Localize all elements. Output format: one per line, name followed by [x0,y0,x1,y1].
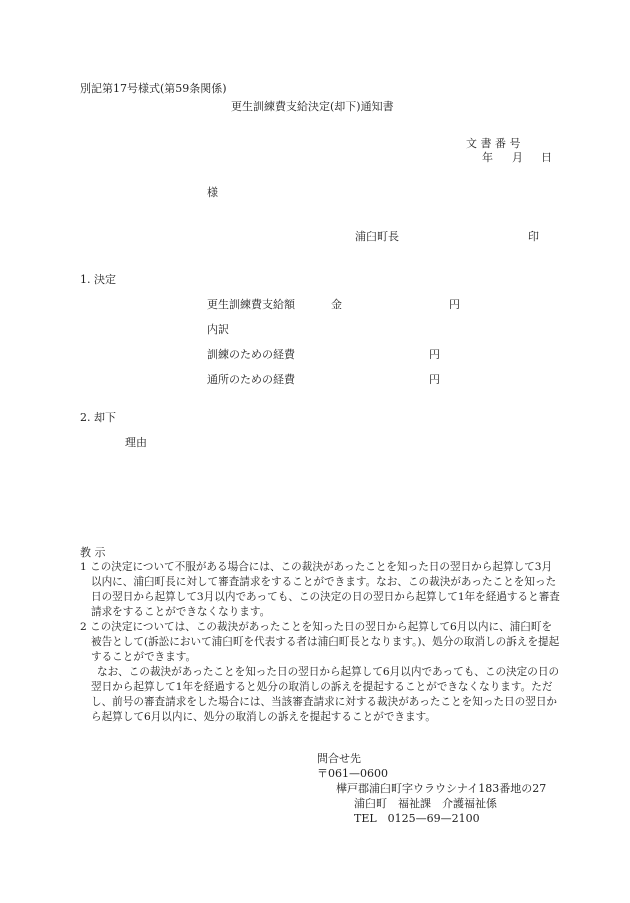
reason-label: 理由 [125,436,147,449]
instruction-item-2: 2 この決定については、この裁決があったことを知った日の翌日から起算して6月以内に、浦臼町を被告として(訴訟において浦臼町を代表する者は浦臼町長となります。)、処分の取消しの訴えを提起することができます。 [80,621,560,663]
amount-label: 更生訓練費支給額 [207,298,295,311]
date-month: 月 [512,151,523,164]
section2-heading: 2. 却下 [80,411,116,424]
seal-mark: 印 [528,230,539,243]
item-training-label: 訓練のための経費 [207,348,295,361]
item-training-unit: 円 [429,348,440,361]
amount-prefix: 金 [331,298,342,311]
doc-number-label: 文 書 番 号 [466,137,521,150]
instruction-item-1: 1 この決定について不服がある場合には、この裁決があったことを知った日の翌日から起算して3月以内に、浦臼町長に対して審査請求をすることができます。なお、この裁決があったことを知った日の翌日から起算して3月以内であっても、この決定の日の翌日から起算して1年を経過すると審査請求をすることができなくなります。 [80,561,560,618]
addressee-suffix: 様 [207,186,218,199]
instruction-body [80,560,560,725]
contact-dept: 浦臼町 福祉課 介護福祉係 [354,797,497,810]
contact-address: 樺戸郡浦臼町字ウラウシナイ183番地の27 [336,782,547,795]
instruction-item-2-note: なお、この裁決があったことを知った日の翌日から起算して6月以内であっても、この決定の日の翌日から起算して1年を経過すると処分の取消しの訴えを提起することができなくなります。ただし、前号の審査請求をした場合には、当該審査請求に対する裁決があったことを知った日の翌日から起算して6月以内に、処分の取消しの訴えを提起することができます。 [91,666,560,723]
item-commute-unit: 円 [429,373,440,386]
contact-tel: TEL 0125—69—2100 [354,812,480,825]
date-year: 年 [482,151,493,164]
date-day: 日 [541,151,552,164]
section1-heading: 1. 決定 [80,273,116,286]
form-id: 別記第17号様式(第59条関係) [80,82,227,95]
document-title: 更生訓練費支給決定(却下)通知書 [231,100,394,113]
contact-heading: 問合せ先 [317,752,361,765]
item-commute-label: 通所のための経費 [207,373,295,386]
contact-postal: 〒061—0600 [317,767,388,780]
amount-unit: 円 [449,298,460,311]
issuer: 浦臼町長 [355,230,399,243]
instruction-heading: 教 示 [80,546,106,559]
breakdown-label: 内訳 [207,323,229,336]
